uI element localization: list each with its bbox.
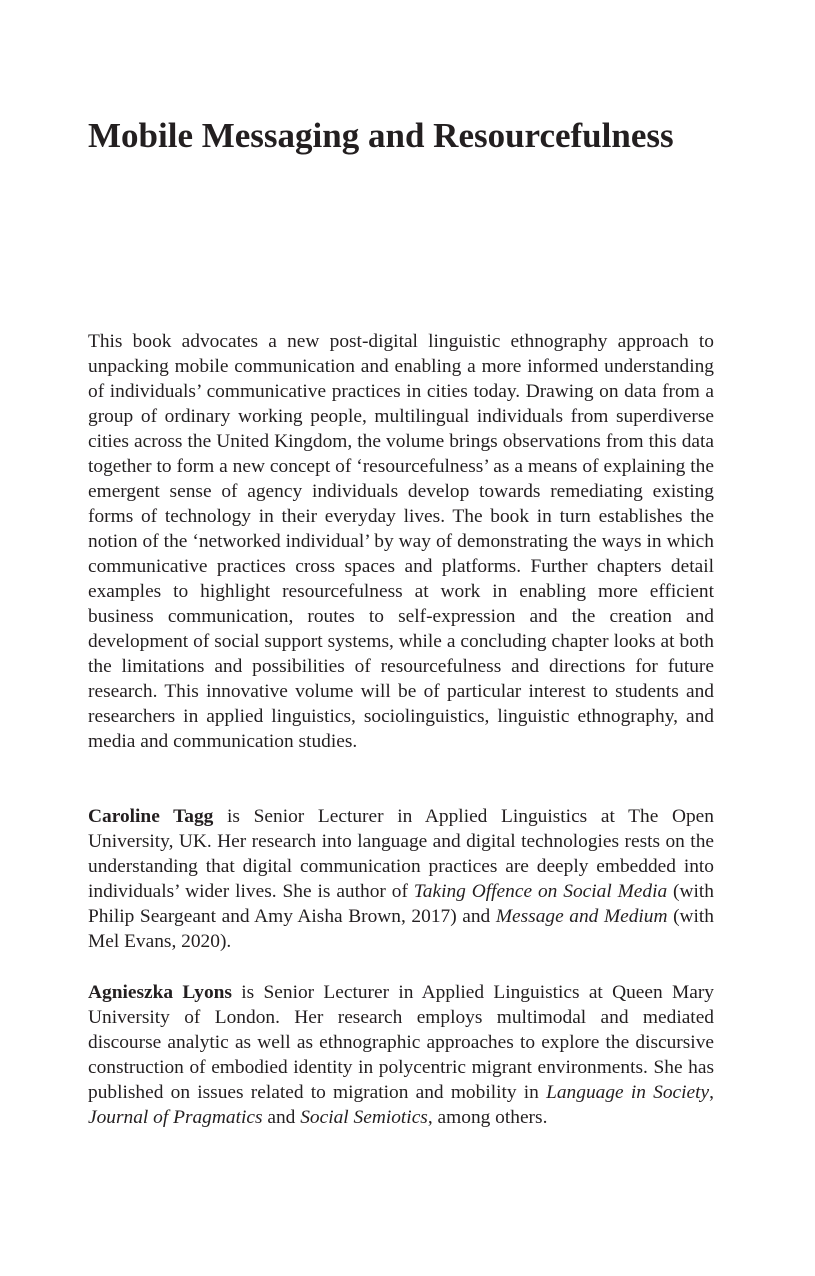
bio-text: and: [262, 1107, 301, 1128]
journal-title: Language in Society: [546, 1082, 710, 1103]
bio-text: (with Philip Seargeant and Amy Aisha Brown, 2017) and: [88, 881, 714, 927]
bio-text: , among others.: [427, 1107, 548, 1128]
journal-title: Journal of Pragmatics: [88, 1107, 263, 1128]
journal-title: Social Semiotics: [300, 1107, 428, 1128]
bio-text: is Senior Lecturer in Applied Linguistics at Queen Mary University of London. Her research employs multimodal and mediated discourse analytic as well as ethnographic approaches to explore the discursive construction of embodied identity in polycentric migrant environments. She has published on issues related to migration and mobility in: [88, 982, 714, 1103]
book-description: This book advocates a new post-digital linguistic ethnography approach to unpacking mobile communication and enabling a more informed understanding of individuals’ communicative practices in cities today. Drawing on data from a group of ordinary working people, multilingual individuals from superdiverse cities across the United Kingdom, the volume brings observations from this data together to form a new concept of ‘resourcefulness’ as a means of explaining the emergent sense of agency individuals develop towards remediating existing forms of technology in their everyday lives. The book in turn establishes the notion of the ‘networked individual’ by way of demonstrating the ways in which communicative practices cross spaces and platforms. Further chapters detail examples to highlight resourcefulness at work in enabling more efficient business communication, routes to self-expression and the creation and development of social support systems, while a concluding chapter looks at both the limitations and possibilities of resourcefulness and directions for future research. This innovative volume will be of particular interest to students and researchers in applied linguistics, sociolinguistics, linguistic ethnography, and media and communication studies.: [88, 331, 714, 752]
author-name: Caroline Tagg: [88, 806, 214, 827]
author-name: Agnieszka Lyons: [88, 982, 232, 1003]
work-title: Taking Offence on Social Media: [413, 881, 668, 902]
bio-text: ,: [709, 1082, 714, 1103]
work-title: Message and Medium: [495, 906, 668, 927]
author-bio-1: [88, 804, 714, 954]
bio-text: (with Mel Evans, 2020).: [88, 906, 714, 952]
book-title: Mobile Messaging and Resourcefulness: [88, 116, 674, 155]
author-bio-2: [88, 980, 714, 1130]
bio-text: is Senior Lecturer in Applied Linguistics at The Open University, UK. Her research into language and digital technologies rests on the understanding that digital communication practices are deeply embedded into individuals’ wider lives. She is author of: [88, 806, 714, 902]
